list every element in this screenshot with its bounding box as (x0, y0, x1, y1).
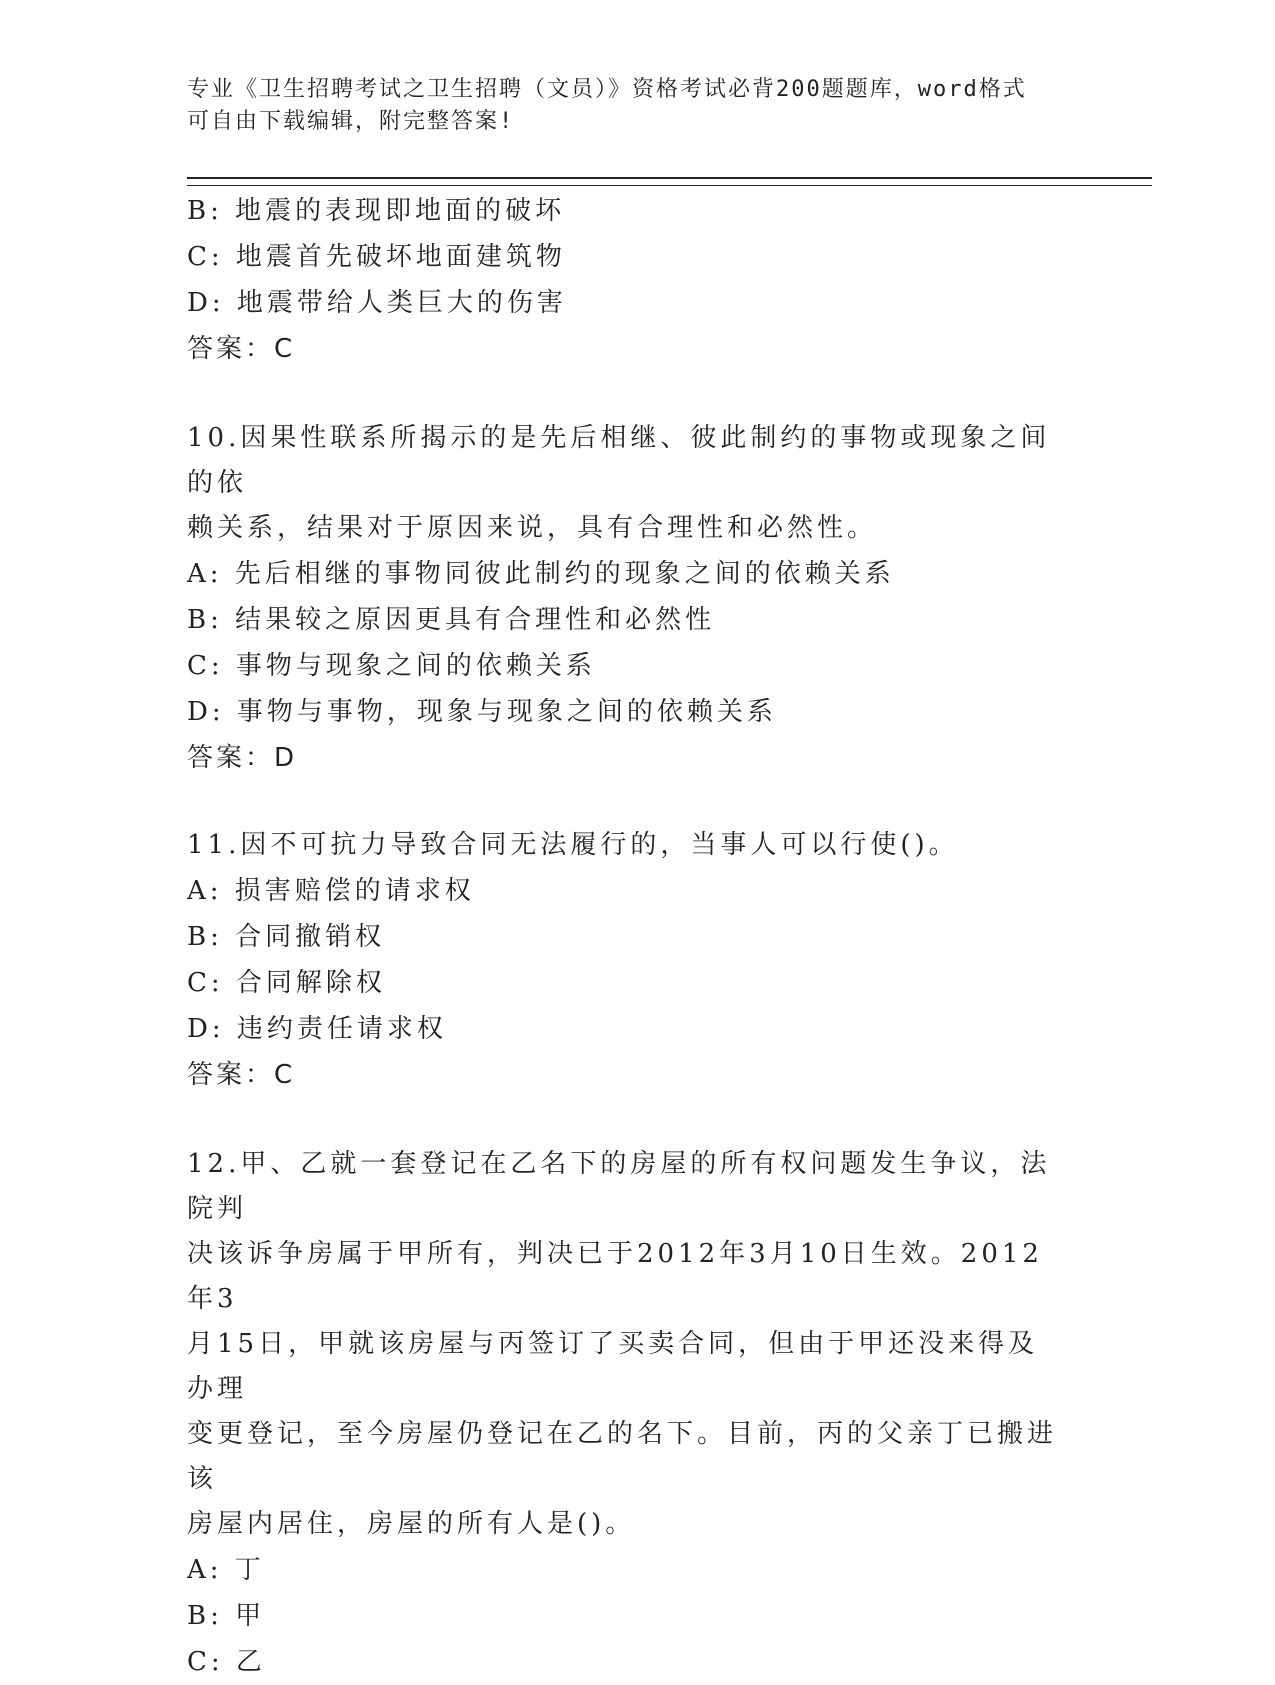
q10-stem-line-2: 赖关系，结果对于原因来说，具有合理性和必然性。 (187, 513, 878, 543)
q12-option-c: C: 乙 (187, 1647, 266, 1677)
q12-stem-line-4: 变更登记，至今房屋仍登记在乙的名下。目前，丙的父亲丁已搬进该 (187, 1419, 1058, 1494)
q12-stem-line-3: 月15日，甲就该房屋与丙签订了买卖合同，但由于甲还没来得及办理 (187, 1329, 1039, 1404)
q9-option-c: C: 地震首先破坏地面建筑物 (187, 242, 566, 272)
header-divider (187, 177, 1152, 186)
q9-option-b: B: 地震的表现即地面的破坏 (187, 196, 566, 226)
q10-option-b: B: 结果较之原因更具有合理性和必然性 (187, 605, 716, 635)
q11-option-b: B: 合同撤销权 (187, 922, 386, 952)
question-11 (187, 823, 1067, 1098)
q9-option-d: D: 地震带给人类巨大的伤害 (187, 288, 567, 318)
q10-option-d: D: 事物与事物，现象与现象之间的依赖关系 (187, 697, 777, 727)
q10-stem-line-1: 10.因果性联系所揭示的是先后相继、彼此制约的事物或现象之间的依 (187, 423, 1051, 498)
q11-stem: 11.因不可抗力导致合同无法履行的，当事人可以行使()。 (187, 830, 959, 860)
question-9-tail (187, 188, 1067, 372)
q11-answer: 答案：C (187, 1060, 296, 1090)
q10-option-a: A: 先后相继的事物同彼此制约的现象之间的依赖关系 (187, 559, 895, 589)
q12-stem-line-2: 决该诉争房属于甲所有，判决已于2012年3月10日生效。2012年3 (187, 1239, 1043, 1314)
header-line-2: 可自由下载编辑，附完整答案! (187, 109, 515, 134)
page-header (187, 74, 1067, 138)
q11-option-c: C: 合同解除权 (187, 968, 386, 998)
q12-stem-line-5: 房屋内居住，房屋的所有人是()。 (187, 1509, 636, 1539)
q12-option-b: B: 甲 (187, 1601, 266, 1631)
q10-option-c: C: 事物与现象之间的依赖关系 (187, 651, 596, 681)
q10-answer: 答案：D (187, 743, 298, 773)
q9-answer: 答案：C (187, 334, 296, 364)
question-12 (187, 1142, 1067, 1685)
header-line-1: 专业《卫生招聘考试之卫生招聘（文员）》资格考试必背200题题库，word格式 (187, 77, 1027, 102)
q11-option-d: D: 违约责任请求权 (187, 1014, 447, 1044)
document-body (187, 188, 1067, 1685)
question-10 (187, 416, 1067, 781)
q12-stem-line-1: 12.甲、乙就一套登记在乙名下的房屋的所有权问题发生争议，法院判 (187, 1149, 1051, 1224)
q11-option-a: A: 损害赔偿的请求权 (187, 876, 475, 906)
q12-option-a: A: 丁 (187, 1555, 265, 1585)
